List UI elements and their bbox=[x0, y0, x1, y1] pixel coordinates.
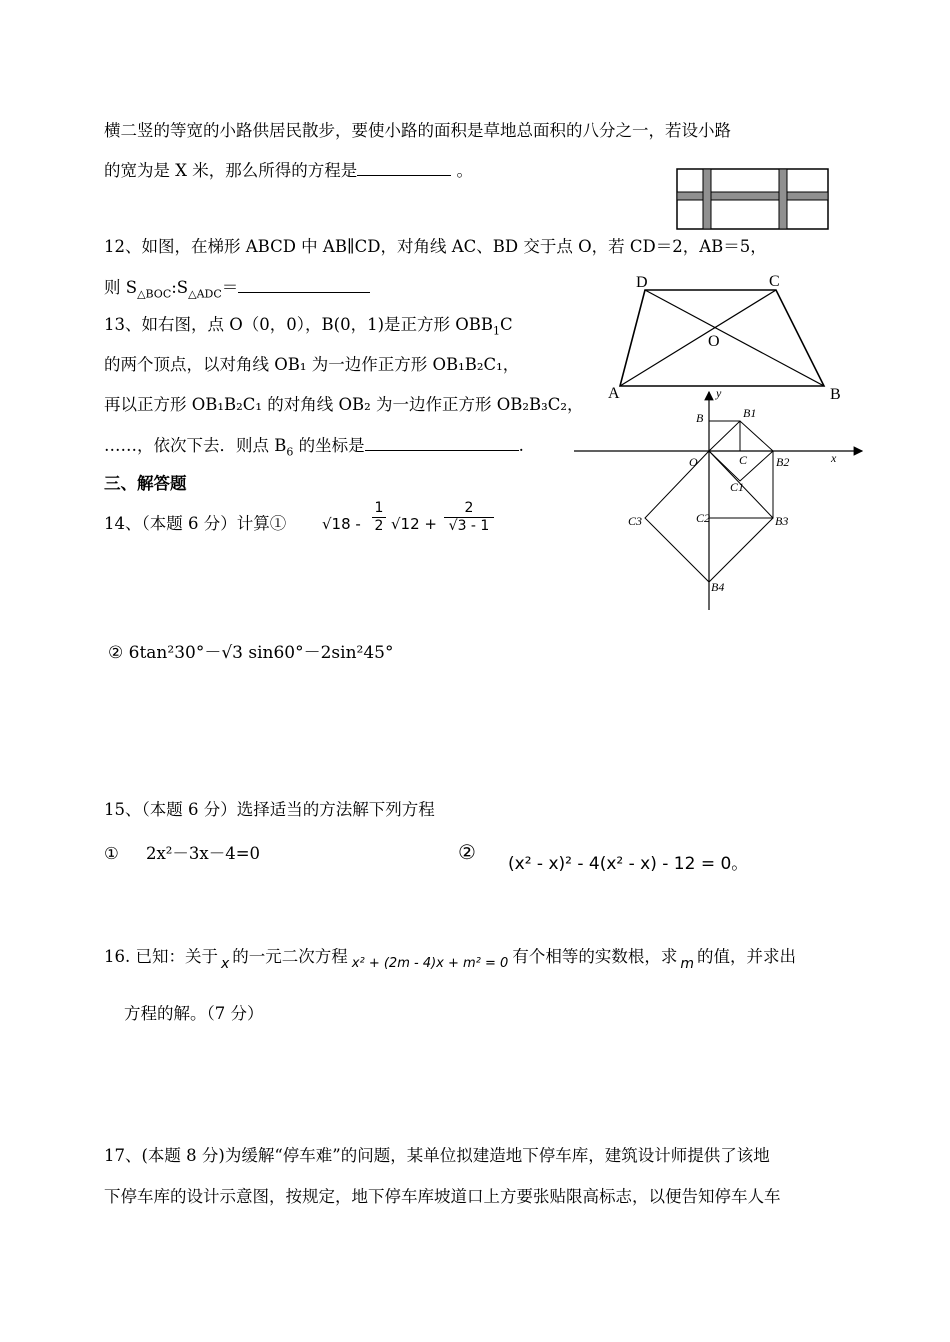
q12-line2 bbox=[104, 276, 370, 305]
diagonal-bd bbox=[645, 290, 824, 386]
q14-intro: 14、（本题 6 分）计算① bbox=[104, 514, 287, 533]
graph-label-c3: C3 bbox=[628, 514, 643, 528]
q16-equation: x² + (2m - 4)x + m² = 0 bbox=[351, 956, 509, 971]
vertical-path-left bbox=[703, 169, 711, 229]
label-d: D bbox=[636, 274, 648, 291]
q15-eq1: 2x²－3x－4=0 bbox=[146, 844, 261, 863]
q16-var-x: x bbox=[221, 956, 230, 972]
label-c: C bbox=[769, 273, 780, 290]
q15-eq2-label: ② bbox=[458, 840, 476, 864]
q12-line1: 12、如图，在梯形 ABCD 中 AB∥CD，对角线 AC、BD 交于点 O，若 CD＝2，AB＝5， bbox=[104, 237, 767, 256]
q14-frac1-den: 2 bbox=[372, 517, 386, 535]
q11-line1: 横二竖的等宽的小路供居民散步，要使小路的面积是草地总面积的八分之一，若设小路 bbox=[104, 121, 731, 140]
q13-line4-a: ……，依次下去．则点 B bbox=[104, 436, 287, 455]
q16-a: 16. 已知：关于 bbox=[104, 947, 218, 966]
q13-line2: 的两个顶点，以对角线 OB₁ 为一边作正方形 OB₁B₂C₁， bbox=[104, 355, 520, 374]
graph-label-c1: C1 bbox=[730, 480, 745, 494]
graph-label-c: C bbox=[739, 453, 748, 467]
square-sequence-graph bbox=[560, 388, 870, 614]
q12-answer-blank[interactable] bbox=[238, 276, 370, 293]
q14-frac2-den: √3 - 1 bbox=[444, 517, 494, 535]
label-o: O bbox=[708, 333, 720, 350]
graph-label-b3: B3 bbox=[775, 514, 789, 528]
graph-label-b1: B1 bbox=[743, 406, 757, 420]
q13-line1-sub: 1 bbox=[493, 324, 501, 338]
trapezoid-abcd bbox=[620, 290, 824, 386]
q16-b: 的一元二次方程 bbox=[232, 947, 348, 966]
q13-line3: 再以正方形 OB₁B₂C₁ 的对角线 OB₂ 为一边作正方形 OB₂B₃C₂， bbox=[104, 395, 584, 414]
q12-sub1: △BOC bbox=[137, 287, 172, 301]
q12-prefix: 则 S bbox=[104, 278, 138, 297]
q14-frac2 bbox=[444, 500, 494, 535]
q15-eq2: (x² - x)² - 4(x² - x) - 12 = 0。 bbox=[508, 854, 749, 874]
q13-line4-end: . bbox=[518, 436, 524, 455]
q13-line1 bbox=[104, 314, 513, 342]
graph-label-y: y bbox=[716, 386, 722, 400]
q13-line1-text: 13、如右图，点 O（0，0），B(0，1)是正方形 OBB bbox=[104, 315, 494, 334]
q11-line2 bbox=[104, 159, 473, 182]
q13-line4-sub: 6 bbox=[286, 445, 294, 459]
q12-eq: ＝ bbox=[221, 278, 239, 297]
q13-line4 bbox=[104, 434, 524, 463]
q13-answer-blank[interactable] bbox=[365, 434, 519, 451]
section-3-heading: 三、解答题 bbox=[104, 474, 187, 493]
label-a: A bbox=[608, 385, 620, 402]
q11-answer-blank[interactable] bbox=[357, 159, 451, 176]
q13-line4-b: 的坐标是 bbox=[293, 436, 365, 455]
q15-intro: 15、（本题 6 分）选择适当的方法解下列方程 bbox=[104, 800, 435, 819]
q14-frac1-num: 1 bbox=[374, 500, 384, 516]
q16-var-m: m bbox=[680, 956, 694, 972]
graph-label-o: O bbox=[689, 455, 698, 469]
diagonal-ac bbox=[620, 290, 776, 386]
horizontal-path bbox=[677, 192, 828, 200]
q16-line2: 方程的解。（7 分） bbox=[124, 1004, 264, 1023]
q14-expr1: √18 - bbox=[322, 515, 361, 533]
q12-colon: :S bbox=[171, 278, 189, 297]
q11-line2-end: 。 bbox=[451, 161, 473, 180]
q16-line1 bbox=[104, 946, 796, 970]
q14-frac2-num: 2 bbox=[464, 500, 474, 516]
vertical-path-right bbox=[779, 169, 787, 229]
graph-label-b: B bbox=[696, 411, 704, 425]
graph-label-x: x bbox=[831, 451, 837, 465]
graph-label-c2: C2 bbox=[696, 511, 711, 525]
q14-part2: ② 6tan²30°－√3 sin60°－2sin²45° bbox=[108, 643, 394, 663]
q14-expr2: √12 + bbox=[391, 515, 437, 533]
q16-c: 有个相等的实数根，求 bbox=[512, 947, 678, 966]
q11-line2-text: 的宽为是 X 米，那么所得的方程是 bbox=[104, 161, 358, 180]
q17-line2: 下停车库的设计示意图，按规定，地下停车库坡道口上方要张贴限高标志，以便告知停车人车 bbox=[104, 1187, 781, 1206]
q17-line1: 17、(本题 8 分)为缓解“停车难”的问题，某单位拟建造地下停车库，建筑设计师提供了该地 bbox=[104, 1146, 770, 1165]
q13-line1-end: C bbox=[500, 315, 513, 334]
trapezoid-figure bbox=[606, 268, 846, 406]
lawn-path-figure bbox=[676, 168, 830, 232]
graph-label-b4: B4 bbox=[711, 580, 725, 594]
label-b: B bbox=[830, 386, 841, 403]
graph-label-b2: B2 bbox=[776, 455, 790, 469]
q12-sub2: △ADC bbox=[188, 287, 222, 301]
q15-eq1-label: ① bbox=[104, 844, 119, 863]
q14-frac1 bbox=[372, 500, 386, 535]
q16-d: 的值，并求出 bbox=[696, 947, 796, 966]
